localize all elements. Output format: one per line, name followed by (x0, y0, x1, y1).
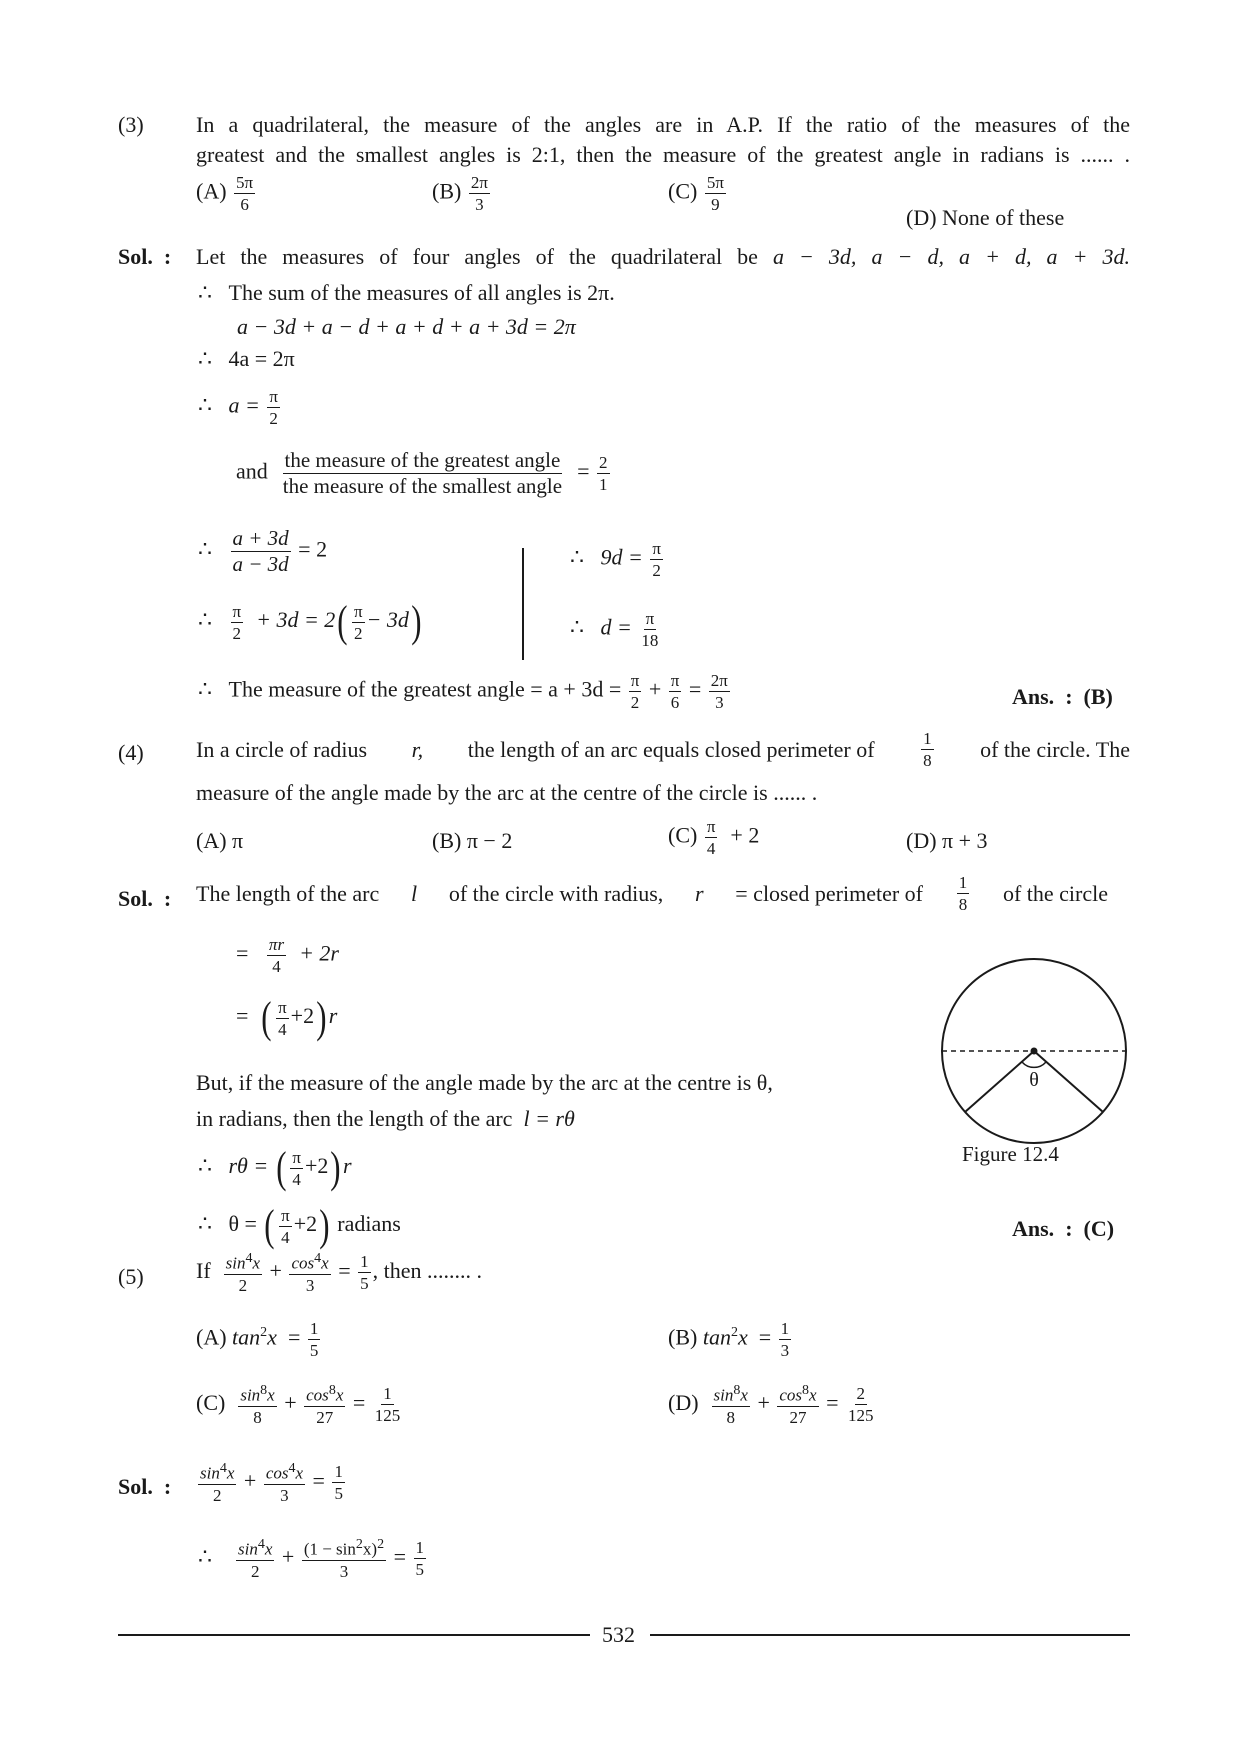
q4-solution-label: Sol. : (118, 886, 172, 911)
radius-left (965, 1051, 1034, 1112)
angle-arc (1022, 1062, 1046, 1067)
q4-solution-line-1: The length of the arc l of the circle with radius, r = closed perimeter of $\frac{1}{8}$ of the circle (196, 873, 1108, 914)
footer-rule-left (118, 1634, 590, 1636)
q3-option-d: (D) None of these (906, 205, 1065, 230)
column-divider (522, 548, 524, 660)
q3-solution-line-1: Let the measures of four angles of the quadrilateral be a − 3d, a − d, a + d, a + 3d. (196, 244, 1131, 269)
q5-solution-label: Sol. : (118, 1474, 172, 1499)
figure-circle-diagram (936, 956, 1132, 1146)
q3-step-5-left: ∴ $\frac{a + 3d}{a - 3d}$ = 2 (198, 526, 328, 576)
question-3-line-1: In a quadrilateral, the measure of the angles are in A.P. If the ratio of the measures of the (196, 112, 1130, 137)
q3-final: ∴ The measure of the greatest angle = a + 3d = $\frac{\pi}{2}$ + $\frac{\pi}{6}$ = $\frac{2\pi}{3}$ (198, 671, 728, 712)
q4-paragraph-line-1: But, if the measure of the angle made by the arc at the centre is θ, (196, 1070, 773, 1095)
q5-option-a: (A) $\tan^2x$ = $\frac{1}{5}$ (196, 1319, 319, 1360)
q4-step-3: ∴ rθ = ( $\frac{\pi}{4}$ +2)r (198, 1143, 352, 1192)
footer-rule-right (650, 1634, 1130, 1636)
question-number-3: (3) (118, 112, 144, 137)
q4-step-2: = ( $\frac{\pi}{4}$ +2)r (236, 993, 338, 1042)
q3-solution-label: Sol. : (118, 244, 172, 269)
question-number-5: (5) (118, 1264, 144, 1289)
question-3-line-2: greatest and the smallest angles is 2:1, then the measure of the greatest angle in radians is ...... . (196, 142, 1130, 167)
question-5-stem: If $\frac{\sin^4x}{2}$ + $\frac{\cos^4x}{3}$ = $\frac{1}{5}$ , then ........ . (196, 1251, 482, 1295)
q3-step-3: ∴ 4a = 2π (198, 346, 295, 371)
radius-right (1034, 1051, 1103, 1112)
q5-option-c: (C) $\frac{\sin^8x}{8}$ + $\frac{\cos^8x}{27}$ = $\frac{1}{125}$ (196, 1383, 401, 1427)
q5-option-b: (B) $\tan^2x$ = $\frac{1}{3}$ (668, 1319, 790, 1360)
q3-step-4: ∴ a = $\frac{\pi}{2}$ (198, 387, 278, 428)
q5-solution-line-1: $\frac{\sin^4x}{2}$ + $\frac{\cos^4x}{3}$ = $\frac{1}{5}$ (200, 1461, 343, 1505)
q3-option-a: (A) $\frac{5\pi}{6}$ (196, 173, 254, 214)
q3-ratio: and $\frac{\text{the measure of the greatest angle}}{\text{the measure of the smallest angle}}$ = $\frac{2}{1}$ (236, 448, 608, 498)
q3-answer: Ans. : (B) (1012, 684, 1113, 709)
figure-caption: Figure 12.4 (962, 1142, 1059, 1166)
q4-option-d: (D) π + 3 (906, 828, 988, 853)
q3-step-1: ∴ The sum of the measures of all angles is 2π. (198, 280, 615, 305)
q3-step-5-right: ∴ 9d = $\frac{\pi}{2}$ (570, 539, 661, 580)
q5-solution-line-2: ∴ $\frac{\sin^4x}{2}$ + $\frac{(1 - \sin^2x)^2}{3}$ = $\frac{1}{5}$ (198, 1537, 424, 1581)
q4-step-1: = $\frac{\pi r}{4}$ + 2r (236, 935, 339, 976)
q4-step-4: ∴ θ = ( $\frac{\pi}{4}$ +2) radians (198, 1201, 401, 1250)
theta-label: θ (1029, 1069, 1039, 1091)
q3-option-c: (C) $\frac{5\pi}{9}$ (668, 173, 724, 214)
q3-step-2: a − 3d + a − d + a + d + a + 3d = 2π (237, 314, 576, 339)
q4-option-b: (B) π − 2 (432, 828, 513, 853)
q5-option-d: (D) $\frac{\sin^8x}{8}$ + $\frac{\cos^8x}{27}$ = $\frac{2}{125}$ (668, 1383, 874, 1427)
q3-option-b: (B) $\frac{2\pi}{3}$ (432, 173, 488, 214)
question-number-4: (4) (118, 740, 144, 765)
q4-option-a: (A) π (196, 828, 244, 853)
q3-step-6-left: ∴ $\frac{\pi}{2}$ + 3d = 2( $\frac{\pi}{2}$ − 3d) (198, 597, 422, 646)
centre-point (1031, 1048, 1038, 1055)
question-4-line-2: measure of the angle made by the arc at the centre of the circle is ...... . (196, 780, 818, 805)
page-number: 532 (602, 1622, 635, 1647)
q4-paragraph-line-2: in radians, then the length of the arc l = rθ (196, 1106, 575, 1131)
q4-option-c: (C) $\frac{\pi}{4}$ + 2 (668, 817, 760, 858)
question-4-line-1: In a circle of radius r, the length of an arc equals closed perimeter of $\frac{1}{8}$ of the circle. The (196, 729, 1130, 770)
q3-step-6-right: ∴ d = $\frac{\pi}{18}$ (570, 609, 659, 650)
q4-answer: Ans. : (C) (1012, 1216, 1115, 1241)
